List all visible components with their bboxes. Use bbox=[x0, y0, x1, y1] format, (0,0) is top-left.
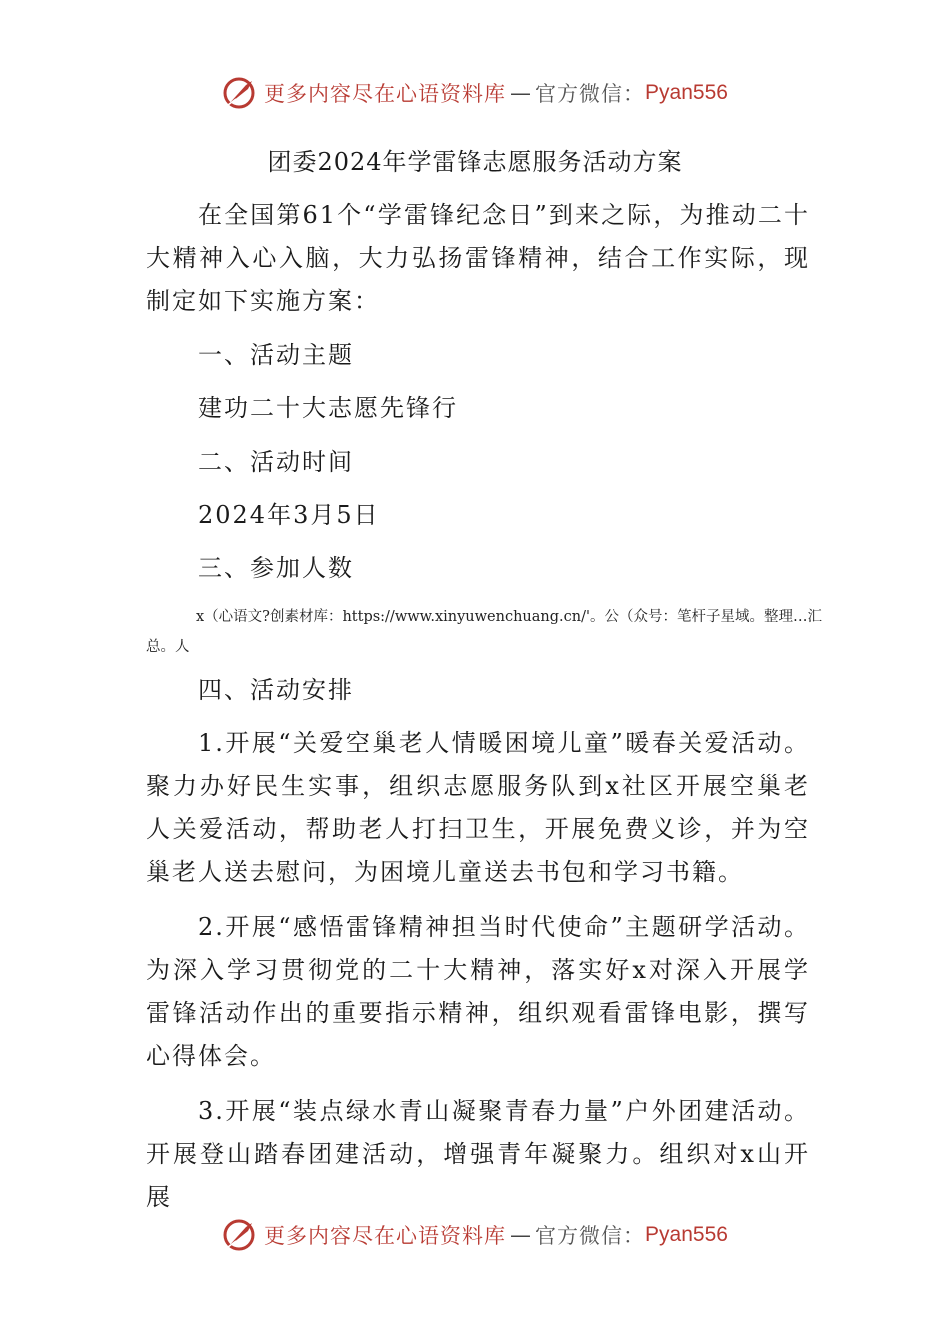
intro-paragraph: 在全国第61个“学雷锋纪念日”到来之际，为推动二十大精神入心入脑，大力弘扬雷锋精神，结合工作实际，现制定如下实施方案： bbox=[146, 201, 810, 315]
banner-account: Pyan556 bbox=[645, 81, 728, 104]
banner-dash: — bbox=[510, 81, 532, 105]
banner-site-text: 更多内容尽在心语资料库 bbox=[264, 1224, 507, 1248]
section-body-time: 2024年3月5日 bbox=[198, 501, 380, 529]
arrangement-item-1: 1.开展“关爱空巢老人情暖困境儿童”暖春关爱活动。聚力办好民生实事，组织志愿服务队到x社区开展空巢老人关爱活动，帮助老人打扫卫生，开展免费义诊，并为空巢老人送去慰问，为困境儿童送去书包和学习书籍。 bbox=[146, 729, 810, 886]
arrangement-item-2: 2.开展“感悟雷锋精神担当时代使命”主题研学活动。为深入学习贯彻党的二十大精神，落实好x对深入开展学雷锋活动作出的重要指示精神，组织观看雷锋电影，撰写心得体会。 bbox=[146, 913, 810, 1070]
section-heading-theme: 一、活动主题 bbox=[198, 341, 354, 369]
banner-dash: — bbox=[510, 1223, 532, 1247]
section-heading-arrangement: 四、活动安排 bbox=[198, 676, 354, 704]
section-note-participants: x（心语文?创素材库：https://www.xinyuwenchuang.cn/'。公（众号：笔杆子星域。整理…汇总。人 bbox=[146, 609, 822, 655]
banner-wechat-label: 官方微信： bbox=[535, 1224, 646, 1248]
arrangement-item-3: 3.开展“装点绿水青山凝聚青春力量”户外团建活动。开展登山踏春团建活动，增强青年凝聚力。组织对x山开展 bbox=[146, 1097, 810, 1211]
footer-banner bbox=[0, 1213, 950, 1257]
banner-account: Pyan556 bbox=[645, 1223, 728, 1246]
document-title: 团委2024年学雷锋志愿服务活动方案 bbox=[267, 148, 683, 176]
section-heading-time: 二、活动时间 bbox=[198, 448, 354, 476]
header-banner bbox=[0, 71, 950, 115]
banner-site-text: 更多内容尽在心语资料库 bbox=[264, 82, 507, 106]
section-heading-participants: 三、参加人数 bbox=[198, 554, 354, 582]
section-body-theme: 建功二十大志愿先锋行 bbox=[198, 394, 458, 422]
banner-wechat-label: 官方微信： bbox=[535, 82, 646, 106]
quill-logo-icon bbox=[222, 1217, 258, 1253]
quill-logo-icon bbox=[222, 75, 258, 111]
